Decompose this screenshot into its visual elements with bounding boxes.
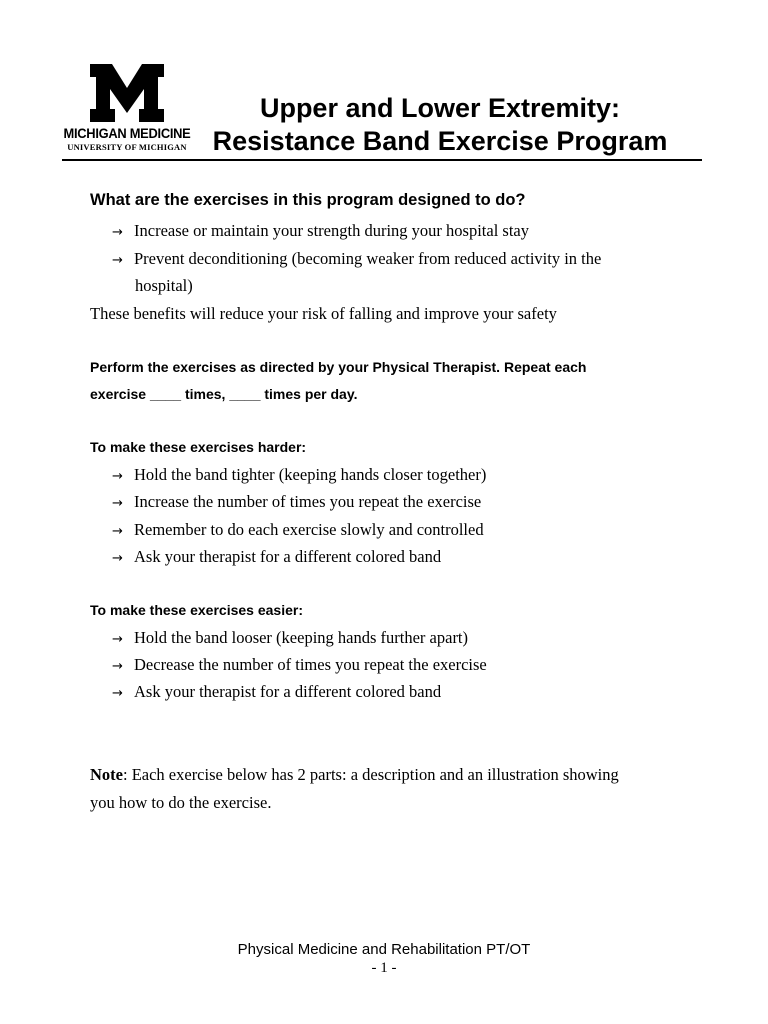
header-divider <box>62 159 702 161</box>
purpose-heading: What are the exercises in this program designed to do? <box>90 191 526 209</box>
list-item <box>112 624 468 651</box>
list-item <box>112 245 601 272</box>
instructions-line-2: exercise ____ times, ____ times per day. <box>90 386 358 402</box>
footer-department: Physical Medicine and Rehabilitation PT/OT <box>237 941 531 958</box>
list-item-text: Remember to do each exercise slowly and controlled <box>134 520 484 539</box>
list-item-text: Increase the number of times you repeat the exercise <box>134 492 482 511</box>
arrow-right-icon: → <box>112 496 123 511</box>
arrow-right-icon: → <box>112 225 123 240</box>
page-title-line-2: Resistance Band Exercise Program <box>212 126 668 156</box>
arrow-right-icon: → <box>112 469 123 484</box>
benefits-text: These benefits will reduce your risk of falling and improve your safety <box>90 304 557 323</box>
logo-name: MICHIGAN MEDICINE <box>63 125 191 141</box>
list-item-text: Ask your therapist for a different colored band <box>134 682 442 701</box>
instructions-line-1: Perform the exercises as directed by your Physical Therapist. Repeat each <box>90 359 587 375</box>
list-item-text: Increase or maintain your strength during your hospital stay <box>134 221 529 240</box>
arrow-right-icon: → <box>112 551 123 566</box>
list-item <box>112 678 441 705</box>
list-item <box>112 651 487 678</box>
note-label: Note <box>90 765 123 784</box>
page-number: - 1 - <box>371 960 397 976</box>
arrow-right-icon: → <box>112 659 123 674</box>
list-item <box>112 488 481 515</box>
easier-heading: To make these exercises easier: <box>90 602 303 618</box>
harder-heading: To make these exercises harder: <box>90 439 307 455</box>
list-item-continuation: hospital) <box>135 276 193 295</box>
michigan-medicine-logo <box>58 64 196 156</box>
list-item-text: Hold the band looser (keeping hands further apart) <box>134 628 469 647</box>
list-item <box>112 461 486 488</box>
arrow-right-icon: → <box>112 686 123 701</box>
list-item <box>112 217 529 244</box>
list-item-text: Prevent deconditioning (becoming weaker from reduced activity in the <box>134 249 602 268</box>
arrow-right-icon: → <box>112 524 123 539</box>
note-line-1 <box>90 761 619 788</box>
note-text: : Each exercise below has 2 parts: a description and an illustration showing <box>122 765 619 784</box>
block-m-icon <box>88 64 166 122</box>
list-item-text: Ask your therapist for a different colored band <box>134 547 442 566</box>
list-item-text: Decrease the number of times you repeat the exercise <box>134 655 487 674</box>
list-item <box>112 543 441 570</box>
list-item-text: Hold the band tighter (keeping hands closer together) <box>134 465 487 484</box>
note-line-2: you how to do the exercise. <box>90 793 272 812</box>
page-title-line-1: Upper and Lower Extremity: <box>259 93 621 123</box>
arrow-right-icon: → <box>112 632 123 647</box>
logo-subtitle: UNIVERSITY OF MICHIGAN <box>67 142 187 152</box>
list-item <box>112 516 484 543</box>
arrow-right-icon: → <box>112 253 123 268</box>
